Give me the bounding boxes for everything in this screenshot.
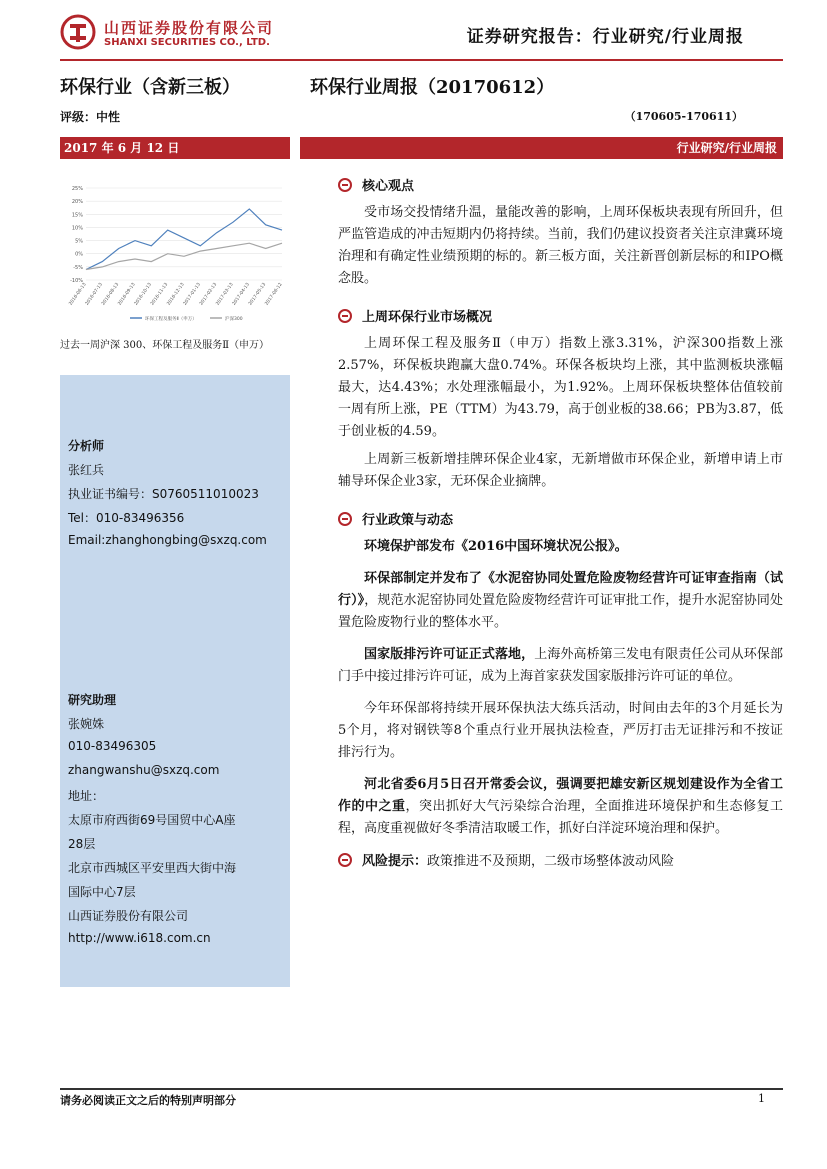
company-url[interactable]: http://www.i618.com.cn <box>68 931 211 945</box>
footer-disclaimer: 请务必阅读正文之后的特别声明部分 <box>60 1094 236 1107</box>
company-name-cn: 山西证券股份有限公司 <box>104 19 275 37</box>
rating: 评级：中性 <box>60 110 121 124</box>
risk-text: 政策推进不及预期，二级市场整体波动风险 <box>427 854 675 869</box>
market-paragraph-1: 上周环保工程及服务Ⅱ（申万）指数上涨3.31%，沪深300指数上涨2.57%，环保板块跑赢大盘0.74%。环保各板块均上涨，其中监测板块涨幅最大，达4.43%；水处理涨幅最小，为1.92%。上周环保板块整体估值较前一周有所上涨，PE（TTM）为43.79，高于创业板的38.66；PB为3.87，低于创业板的4.59。 <box>338 336 783 439</box>
footer-divider <box>60 1088 783 1090</box>
analyst-name: 张红兵 <box>68 463 105 477</box>
policy-paragraph-5-rest: ，突出抓好大气污染综合治理，全面推进环境保护和生态修复工程，高度重视做好冬季清洁取暖工作，抓好白洋淀环境治理和保护。 <box>338 799 783 836</box>
risk-line <box>362 850 674 869</box>
address-taiyuan: 太原市府西街69号国贸中心A座 <box>68 813 236 827</box>
line-chart <box>60 180 290 330</box>
x-tick-label: 2017-04-13 <box>231 282 251 307</box>
x-tick-label: 2016-11-13 <box>150 282 170 307</box>
x-tick-label: 2016-08-13 <box>101 282 121 307</box>
series-line-0 <box>86 209 282 270</box>
assistant-label: 研究助理 <box>68 693 117 707</box>
legend-label: 沪深300 <box>225 317 243 322</box>
section-bullet-icon <box>338 853 352 867</box>
policy-paragraph-3-rest: 上海外高桥第三发电有限责任公司从环保部门手中接过排污许可证，成为上海首家获发国家版排污许可证的单位。 <box>338 647 783 684</box>
y-tick-label: 25% <box>71 186 83 192</box>
risk-label: 风险提示： <box>362 854 428 869</box>
x-tick-label: 2016-12-13 <box>166 282 186 307</box>
address-beijing: 北京市西城区平安里西大街中海 <box>68 861 237 875</box>
y-tick-label: 0% <box>75 251 83 258</box>
section-bullet-icon <box>338 512 352 526</box>
policy-paragraph-1: 环境保护部发布《2016中国环境状况公报》。 <box>364 539 628 554</box>
report-type: 证券研究报告：行业研究/行业周报 <box>466 27 744 47</box>
x-tick-label: 2016-07-13 <box>84 282 104 307</box>
category-bar: 行业研究/行业周报 <box>300 137 783 159</box>
x-tick-label: 2017-01-13 <box>182 282 202 307</box>
section-risk <box>338 850 783 869</box>
main-content <box>338 175 783 869</box>
policy-paragraph-2 <box>338 568 783 634</box>
section-bullet-icon <box>338 309 352 323</box>
company-name-en: SHANXI SECURITIES CO., LTD. <box>104 37 270 48</box>
analyst-license: 执业证书编号：S0760511010023 <box>68 487 259 501</box>
analyst-email[interactable]: Email:zhanghongbing@sxzq.com <box>68 533 267 547</box>
address-label: 地址： <box>68 789 105 803</box>
company-name: 山西证券股份有限公司 <box>68 909 189 923</box>
section-core <box>338 175 783 194</box>
company-logo-icon <box>60 14 96 50</box>
assistant-email[interactable]: zhangwanshu@sxzq.com <box>68 763 220 777</box>
assistant-tel: 010-83496305 <box>68 739 157 753</box>
policy-paragraph-5 <box>338 774 783 840</box>
market-chart <box>60 180 290 330</box>
report-title: 环保行业周报（20170612） <box>310 77 555 98</box>
assistant-name: 张婉姝 <box>68 717 105 731</box>
policy-paragraph-3 <box>338 644 783 688</box>
contact-panel <box>60 375 290 987</box>
date-bar: 2017 年 6 月 12 日 <box>60 137 290 159</box>
section-policy <box>338 509 783 528</box>
series-line-1 <box>86 243 282 269</box>
x-tick-label: 2016-10-13 <box>133 282 153 307</box>
policy-paragraph-2-bold: 环保部制定并发布了《水泥窑协同处置危险废物经营许可证审查指南（试行）》 <box>338 571 783 608</box>
section-market <box>338 306 783 325</box>
x-tick-label: 2017-02-13 <box>199 282 219 307</box>
x-tick-label: 2016-06-13 <box>68 282 88 307</box>
address-taiyuan-floor: 28层 <box>68 837 96 851</box>
address-beijing-floor: 国际中心7层 <box>68 885 136 899</box>
section-bullet-icon <box>338 178 352 192</box>
y-tick-label: 15% <box>71 212 83 219</box>
header-divider <box>60 59 783 61</box>
y-tick-label: 5% <box>75 238 83 245</box>
core-text: 受市场交投情绪升温，量能改善的影响，上周环保板块表现有所回升，但严监管造成的冲击短期内仍将持续。当前，我们仍建议投资者关注京津冀环境治理和有确定性业绩预期的标的。新三板方面，关注新晋创新层标的和IPO概念股。 <box>338 205 783 286</box>
section-market-title: 上周环保行业市场概况 <box>362 310 493 325</box>
industry-title: 环保行业（含新三板） <box>60 77 240 98</box>
y-tick-label: 10% <box>71 225 83 232</box>
chart-caption: 过去一周沪深 300、环保工程及服务Ⅱ（申万） <box>60 340 270 351</box>
x-tick-label: 2016-09-13 <box>117 282 137 307</box>
section-core-title: 核心观点 <box>362 179 415 194</box>
policy-paragraph-5-bold: 河北省委6月5日召开常委会议，强调要把雄安新区规划建设作为全省工作的中之重 <box>338 777 783 814</box>
market-paragraph-2: 上周新三板新增挂牌环保企业4家，无新增做市环保企业，新增申请上市辅导环保企业3家，无环保企业摘牌。 <box>338 452 783 489</box>
policy-paragraph-3-bold: 国家版排污许可证正式落地， <box>364 647 535 662</box>
y-tick-label: -5% <box>73 264 83 271</box>
y-tick-label: 20% <box>71 199 83 206</box>
analyst-label: 分析师 <box>68 439 105 453</box>
policy-paragraph-2-rest: ，规范水泥窑协同处置危险废物经营许可证审批工作，提升水泥窑协同处置危险废物行业的整体水平。 <box>338 593 783 630</box>
y-tick-label: -10% <box>70 278 83 284</box>
section-policy-title: 行业政策与动态 <box>362 513 454 528</box>
analyst-tel: Tel：010-83496356 <box>68 511 185 525</box>
page-number: 1 <box>758 1092 765 1105</box>
legend-label: 环保工程及服务Ⅱ（申万） <box>145 317 197 322</box>
period: （170605-170611） <box>624 110 743 123</box>
x-tick-label: 2017-05-13 <box>248 282 268 307</box>
x-tick-label: 2017-06-12 <box>264 282 284 307</box>
x-tick-label: 2017-03-13 <box>215 282 235 307</box>
policy-paragraph-4: 今年环保部将持续开展环保执法大练兵活动，时间由去年的3个月延长为5个月，将对钢铁等8个重点行业开展执法检查，严厉打击无证排污和不按证排污行为。 <box>338 701 783 760</box>
